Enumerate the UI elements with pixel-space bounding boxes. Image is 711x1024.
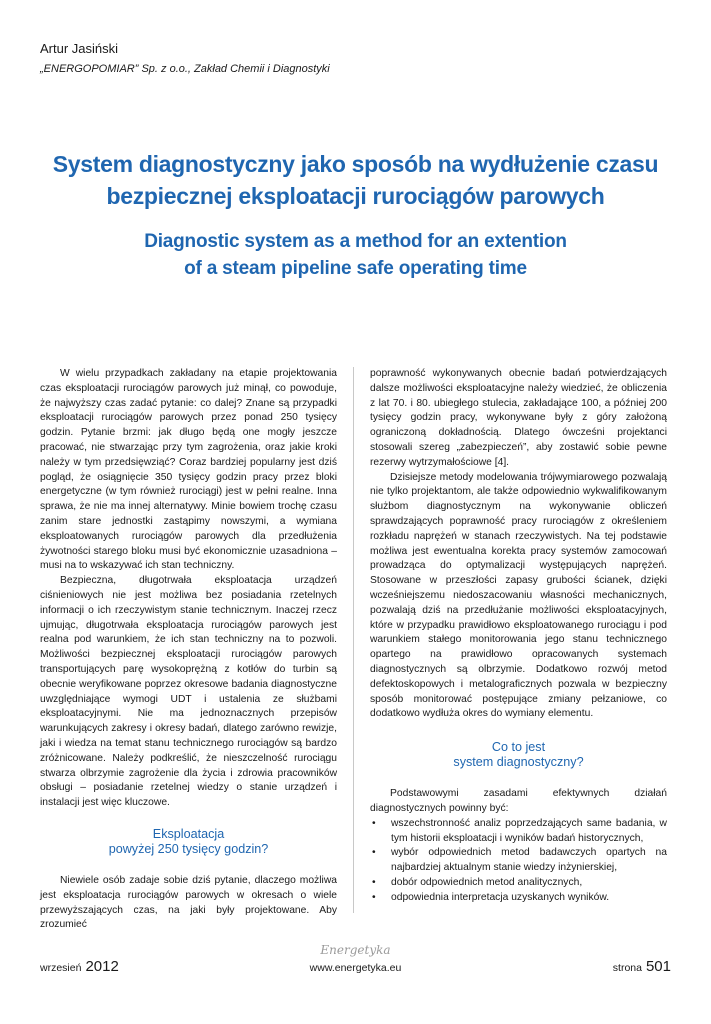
principles-list: [370, 817, 667, 906]
section-heading-line-1: Eksploatacja: [152, 826, 225, 841]
right-paragraph-3: Podstawowymi zasadami efektywnych działań diagnostycznych powinny być:: [370, 788, 667, 814]
section-heading-eksploatacja: [40, 827, 337, 857]
left-paragraph-1: W wielu przypadkach zakładany na etapie projektowania czas eksploatacji rurociągów parowych już minął, co powoduje, że najwyższy czas zadać pytanie: co dalej? Znane są przypadki eksploatacji rurociągów parowych przez ponad 250 tysięcy godzin. Pytanie brzmi: jak długo będą one mogły jeszcze pracować, nie stwarzając przy tym zagrożenia, oraz jakie kroki należy w tym przedsięwziąć? Coraz bardziej popularny jest dziś pogląd, że osiągnięcie 350 tysięcy godzin pracy przez bloki energetyczne (w tym również rurociągi) jest w pełni realne. Inna sprawa, że nie ma innej alternatywy. Minie bowiem trochę czasu zanim stare jednostki zastąpimy nowszymi, a wymiana eksploatowanych rurociągów parowych dla przedłużenia żywotności starego bloku musi być ekonomicznie uzasadniona – musi na to wskazywać ich stan techniczny.: [40, 368, 337, 572]
title-english: [0, 228, 711, 282]
list-item: • odpowiednia interpretacja uzyskanych wyników.: [370, 891, 667, 906]
left-paragraph-2: Bezpieczna, długotrwała eksploatacja urządzeń ciśnieniowych nie jest możliwa bez posiadania rzetelnych informacji o ich rzeczywistym stanie technicznym. Inaczej rzecz ujmując, długotrwała eksploatacja rurociągów parowych jest realna pod warunkiem, że ich stan techniczny na to pozwoli. Możliwości bezpiecznej eksploatacji rurociągów parowych transportujących parę wysokoprężną z kotłów do turbin są obecnie weryfikowane poprzez okresowe badania diagnostyczne uwzględniające wymogi UDT i ustalenia ze służbami eksploatacyjnymi. Nie ma jednoznacznych przepisów warunkujących zakresy i okresy badań, dlatego zarówno rewizje, jaki i wiedza na temat stanu technicznego rurociągów są bardzo zróżnicowane. Należy podkreślić, że nieszczelność rurociągu stwarza olbrzymie zagrożenie dla życia i zdrowia pracowników obsługi – posiadanie rzetelnej wiedzy o stanie urządzeń i instalacji jest więc kluczowe.: [40, 575, 337, 809]
section-heading-line-1: Co to jest: [491, 740, 546, 755]
energetyka-logo: Energetyka: [320, 943, 391, 957]
section-heading-line-2: system diagnostyczny?: [453, 755, 584, 770]
list-item: • dobór odpowiednich metod analitycznych,: [370, 876, 667, 891]
footer-page: [613, 958, 671, 975]
title-polish-line-1: System diagnostyczny jako sposób na wydłużenie czasu: [52, 151, 659, 177]
column-divider: [353, 367, 354, 913]
list-item: • wszechstronność analiz poprzedzających same badania, w tym historii eksploatacji i wyników badań historycznych,: [370, 817, 667, 847]
title-polish-line-2: bezpiecznej eksploatacji rurociągów parowych: [106, 183, 605, 209]
footer-page-label: strona: [612, 962, 642, 974]
right-paragraph-1: poprawność wykonywanych obecnie badań potwierdzających dalsze możliwości eksploatacyjne należy wiedzieć, że obliczenia z lat 70. i 80. ubiegłego stulecia, zakładające 100, a później 200 tysięcy godzin pracy, wykonywane były z góry założoną ograniczoną dokładnością. Dlatego ówcześni projektanci stosowali szereg „zabezpieczeń”, aby zostawić sobie pewne rezerwy wytrzymałościowe [4].: [370, 368, 667, 468]
section-heading-system-diagnostyczny: [370, 740, 667, 770]
footer-url[interactable]: www.energetyka.eu: [309, 962, 402, 974]
right-paragraph-2: Dzisiejsze metody modelowania trójwymiarowego pozwalają nie tylko projektantom, ale także odpowiednio wykwalifikowanym służbom diagnostycznym na wykonywanie obliczeń sprawdzających poprawność pracy rurociągów z określeniem rozkładu naprężeń w stanach rzeczywistych. Na tej podstawie możliwa jest ewentualna korekta pracy systemów zamocowań prowadząca do optymalizacji występujących naprężeń. Stosowane w przeszłości zapasy grubości ścianek, dzięki wcześniejszemu niedoszacowaniu własności mechanicznych, pozwalają dziś na przedłużanie możliwości eksploatacyjnych, które w przypadku prawidłowo eksploatowanego rurociągu i pod warunkiem stałego monitorowania jego stanu technicznego opartego na prawidłowo opracowanych systemach diagnostycznych są olbrzymie. Dodatkowo rozwój metod defektoskopowych i metalograficznych pozwala w bezpieczny sposób monitorować postępujące zmiany pełzaniowe, co dodatkowo wydłuża okres do wymiany elementu.: [370, 471, 667, 720]
title-polish: [0, 148, 711, 212]
left-paragraph-3: Niewiele osób zadaje sobie dziś pytanie, dlaczego możliwa jest eksploatacja rurociągów parowych w okresach o wiele przewyższających czas, na jaki były projektowane. Aby zrozumieć: [40, 874, 337, 931]
left-column: [40, 367, 337, 933]
title-english-line-1: Diagnostic system as a method for an extention: [144, 231, 567, 252]
footer-month: wrzesień: [40, 962, 82, 974]
author-name: Artur Jasiński: [40, 41, 119, 56]
footer-year: 2012: [85, 958, 119, 975]
footer-page-number: 501: [645, 958, 671, 975]
right-column: [370, 367, 667, 906]
author-affiliation: „ENERGOPOMIAR” Sp. z o.o., Zakład Chemii i Diagnostyki: [40, 63, 330, 75]
section-heading-line-2: powyżej 250 tysięcy godzin?: [108, 841, 269, 856]
title-english-line-2: of a steam pipeline safe operating time: [184, 258, 527, 279]
list-item: • wybór odpowiednich metod badawczych opartych na najbardziej aktualnym stanie wiedzy inżynierskiej,: [370, 846, 667, 876]
